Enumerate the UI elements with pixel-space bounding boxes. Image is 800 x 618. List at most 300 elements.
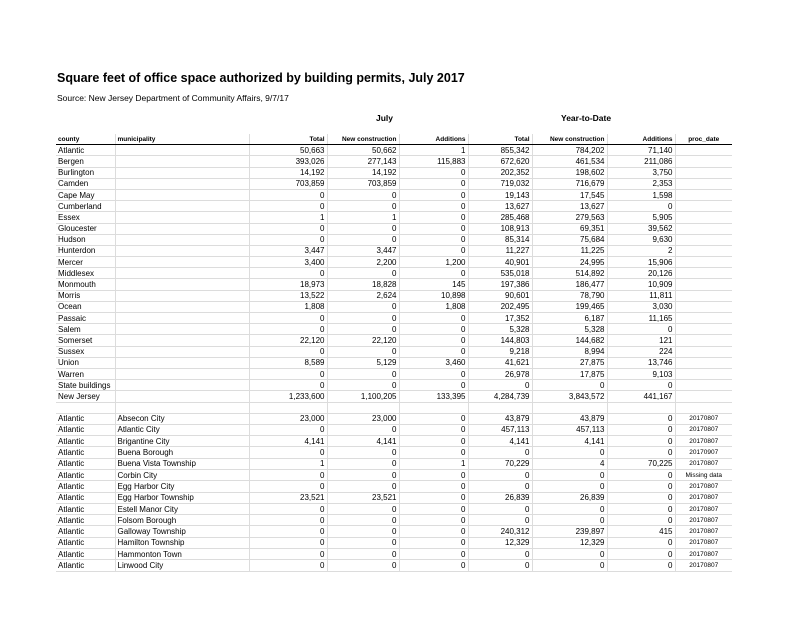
july-additions-cell: 0 [399,469,468,480]
table-row [56,436,732,447]
ytd-additions-cell: 0 [607,436,675,447]
ytd-total-cell: 0 [468,447,532,458]
july-additions-cell: 10,898 [399,290,468,301]
ytd-additions-cell: 0 [607,492,675,503]
table-row [56,313,732,324]
ytd-total-cell: 12,329 [468,537,532,548]
county-cell: Union [56,357,115,368]
ytd-additions-cell: 0 [607,380,675,391]
ytd-new-cell: 0 [532,560,607,571]
july-total-cell: 23,000 [249,413,327,424]
county-cell: Morris [56,290,115,301]
july-new-cell: 0 [327,481,399,492]
july-additions-cell: 0 [399,223,468,234]
table-row [56,357,732,368]
county-cell: Atlantic [56,492,115,503]
county-cell: Atlantic [56,424,115,435]
municipality-cell: Absecon City [115,413,249,424]
ytd-additions-cell: 2 [607,245,675,256]
county-cell: Burlington [56,167,115,178]
proc-date-cell: 20170807 [675,458,732,469]
county-cell: Monmouth [56,279,115,290]
permits-table [56,134,732,572]
july-total-cell: 0 [249,549,327,560]
july-new-cell: 0 [327,324,399,335]
proc-date-cell: 20170807 [675,526,732,537]
municipality-cell [115,156,249,167]
july-total-cell: 393,026 [249,156,327,167]
table-row [56,335,732,346]
proc-date-cell [675,223,732,234]
july-additions-cell: 0 [399,526,468,537]
ytd-additions-cell: 10,909 [607,279,675,290]
july-additions-cell: 1,808 [399,301,468,312]
proc-date-cell [675,156,732,167]
july-additions-cell: 0 [399,481,468,492]
empty-cell [675,402,732,413]
july-new-cell: 1 [327,212,399,223]
county-cell: Hunterdon [56,245,115,256]
july-new-cell: 0 [327,424,399,435]
municipality-cell [115,391,249,402]
ytd-total-cell: 0 [468,469,532,480]
july-additions-cell: 0 [399,167,468,178]
ytd-total-cell: 535,018 [468,268,532,279]
july-new-cell: 2,200 [327,257,399,268]
ytd-new-cell: 27,875 [532,357,607,368]
ytd-new-cell: 4,141 [532,436,607,447]
empty-cell [249,402,327,413]
july-new-cell: 0 [327,560,399,571]
ytd-additions-cell: 211,086 [607,156,675,167]
proc-date-cell [675,145,732,156]
col-ytd-total: Total [468,134,532,145]
col-ytd-additions: Additions [607,134,675,145]
municipality-cell [115,368,249,379]
table-row [56,413,732,424]
ytd-new-cell: 6,187 [532,313,607,324]
municipality-cell [115,257,249,268]
municipality-cell [115,268,249,279]
ytd-additions-cell: 15,906 [607,257,675,268]
municipality-cell: Linwood City [115,560,249,571]
ytd-total-cell: 26,978 [468,368,532,379]
july-new-cell: 0 [327,458,399,469]
county-cell: Somerset [56,335,115,346]
ytd-additions-cell: 11,165 [607,313,675,324]
table-row [56,391,732,402]
july-total-cell: 0 [249,324,327,335]
proc-date-cell [675,189,732,200]
municipality-cell: Hamilton Township [115,537,249,548]
table-row [56,301,732,312]
july-total-cell: 0 [249,201,327,212]
proc-date-cell [675,212,732,223]
july-new-cell: 0 [327,234,399,245]
county-cell: Bergen [56,156,115,167]
table-row [56,156,732,167]
ytd-new-cell: 514,892 [532,268,607,279]
july-additions-cell: 0 [399,380,468,391]
proc-date-cell [675,245,732,256]
spacer-row [56,402,732,413]
july-new-cell: 23,521 [327,492,399,503]
ytd-new-cell: 0 [532,515,607,526]
july-new-cell: 0 [327,526,399,537]
july-additions-cell: 0 [399,212,468,223]
ytd-total-cell: 19,143 [468,189,532,200]
municipality-cell [115,346,249,357]
ytd-additions-cell: 0 [607,424,675,435]
ytd-total-cell: 240,312 [468,526,532,537]
proc-date-cell: 20170807 [675,481,732,492]
july-total-cell: 13,522 [249,290,327,301]
municipality-cell [115,145,249,156]
july-new-cell: 0 [327,447,399,458]
july-new-cell: 0 [327,515,399,526]
ytd-total-cell: 90,601 [468,290,532,301]
county-cell: Gloucester [56,223,115,234]
ytd-new-cell: 199,465 [532,301,607,312]
municipality-cell [115,212,249,223]
county-cell: Atlantic [56,469,115,480]
ytd-total-cell: 144,803 [468,335,532,346]
ytd-additions-cell: 11,811 [607,290,675,301]
july-new-cell: 0 [327,368,399,379]
july-additions-cell: 1,200 [399,257,468,268]
ytd-additions-cell: 0 [607,324,675,335]
ytd-total-cell: 108,913 [468,223,532,234]
ytd-new-cell: 716,679 [532,178,607,189]
ytd-new-cell: 198,602 [532,167,607,178]
proc-date-cell [675,357,732,368]
july-additions-cell: 0 [399,413,468,424]
col-july-new-construction: New construction [327,134,399,145]
july-new-cell: 14,192 [327,167,399,178]
county-cell: Atlantic [56,436,115,447]
july-new-cell: 703,859 [327,178,399,189]
municipality-cell: Brigantine City [115,436,249,447]
ytd-additions-cell: 39,562 [607,223,675,234]
ytd-additions-cell: 3,030 [607,301,675,312]
municipality-cell [115,279,249,290]
ytd-new-cell: 3,843,572 [532,391,607,402]
july-new-cell: 0 [327,537,399,548]
ytd-new-cell: 69,351 [532,223,607,234]
july-total-cell: 8,589 [249,357,327,368]
proc-date-cell: 20170807 [675,413,732,424]
ytd-total-cell: 672,620 [468,156,532,167]
table-row [56,290,732,301]
proc-date-cell [675,346,732,357]
table-row [56,223,732,234]
july-additions-cell: 0 [399,537,468,548]
ytd-new-cell: 13,627 [532,201,607,212]
ytd-additions-cell: 0 [607,549,675,560]
proc-date-cell [675,368,732,379]
county-cell: Cumberland [56,201,115,212]
ytd-new-cell: 457,113 [532,424,607,435]
municipality-cell [115,245,249,256]
table-row [56,212,732,223]
july-total-cell: 0 [249,189,327,200]
ytd-total-cell: 41,621 [468,357,532,368]
table-row [56,469,732,480]
july-additions-cell: 1 [399,458,468,469]
county-cell: Atlantic [56,481,115,492]
ytd-additions-cell: 0 [607,469,675,480]
county-cell: Atlantic [56,560,115,571]
ytd-additions-cell: 0 [607,537,675,548]
ytd-total-cell: 43,879 [468,413,532,424]
ytd-total-cell: 202,352 [468,167,532,178]
july-new-cell: 0 [327,201,399,212]
proc-date-cell: 20170807 [675,424,732,435]
county-cell: New Jersey [56,391,115,402]
july-additions-cell: 0 [399,447,468,458]
ytd-new-cell: 784,202 [532,145,607,156]
ytd-new-cell: 0 [532,380,607,391]
july-additions-cell: 0 [399,560,468,571]
ytd-new-cell: 4 [532,458,607,469]
table-row [56,424,732,435]
proc-date-cell: 20170807 [675,492,732,503]
july-additions-cell: 0 [399,268,468,279]
ytd-additions-cell: 121 [607,335,675,346]
ytd-new-cell: 0 [532,447,607,458]
july-total-cell: 0 [249,223,327,234]
ytd-additions-cell: 13,746 [607,357,675,368]
municipality-cell: Folsom Borough [115,515,249,526]
ytd-total-cell: 457,113 [468,424,532,435]
ytd-additions-cell: 0 [607,503,675,514]
july-total-cell: 3,447 [249,245,327,256]
municipality-cell [115,357,249,368]
ytd-new-cell: 26,839 [532,492,607,503]
ytd-additions-cell: 5,905 [607,212,675,223]
municipality-cell [115,313,249,324]
ytd-additions-cell: 0 [607,201,675,212]
municipality-cell [115,223,249,234]
municipality-cell: Buena Borough [115,447,249,458]
proc-date-cell: 20170807 [675,549,732,560]
table-row [56,257,732,268]
july-total-cell: 703,859 [249,178,327,189]
table-row [56,481,732,492]
ytd-additions-cell: 70,225 [607,458,675,469]
table-row [56,515,732,526]
ytd-additions-cell: 9,103 [607,368,675,379]
ytd-total-cell: 0 [468,549,532,560]
ytd-total-cell: 26,839 [468,492,532,503]
july-new-cell: 1,100,205 [327,391,399,402]
ytd-total-cell: 17,352 [468,313,532,324]
july-total-cell: 0 [249,560,327,571]
municipality-cell: Hammonton Town [115,549,249,560]
table-row [56,560,732,571]
ytd-additions-cell: 441,167 [607,391,675,402]
empty-cell [607,402,675,413]
table-row [56,537,732,548]
proc-date-cell [675,234,732,245]
ytd-total-cell: 85,314 [468,234,532,245]
proc-date-cell [675,290,732,301]
july-new-cell: 4,141 [327,436,399,447]
ytd-total-cell: 0 [468,560,532,571]
july-new-cell: 0 [327,346,399,357]
july-additions-cell: 0 [399,234,468,245]
county-cell: Atlantic [56,458,115,469]
county-cell: Camden [56,178,115,189]
july-additions-cell: 115,883 [399,156,468,167]
ytd-total-cell: 0 [468,515,532,526]
july-total-cell: 0 [249,346,327,357]
table-row [56,189,732,200]
county-cell: Middlesex [56,268,115,279]
ytd-total-cell: 855,342 [468,145,532,156]
ytd-total-cell: 5,328 [468,324,532,335]
table-row [56,492,732,503]
july-new-cell: 3,447 [327,245,399,256]
municipality-cell [115,290,249,301]
july-total-cell: 1,808 [249,301,327,312]
july-new-cell: 23,000 [327,413,399,424]
table-row [56,245,732,256]
july-total-cell: 0 [249,503,327,514]
ytd-new-cell: 43,879 [532,413,607,424]
county-cell: Essex [56,212,115,223]
ytd-new-cell: 0 [532,469,607,480]
ytd-new-cell: 144,682 [532,335,607,346]
july-total-cell: 0 [249,537,327,548]
ytd-new-cell: 75,684 [532,234,607,245]
july-total-cell: 0 [249,380,327,391]
proc-date-cell: 20170807 [675,436,732,447]
county-cell: Atlantic [56,549,115,560]
proc-date-cell [675,167,732,178]
municipality-cell [115,380,249,391]
july-total-cell: 0 [249,447,327,458]
empty-cell [399,402,468,413]
table-row [56,167,732,178]
table-row [56,268,732,279]
july-additions-cell: 0 [399,368,468,379]
july-additions-cell: 0 [399,424,468,435]
proc-date-cell [675,301,732,312]
county-cell: Salem [56,324,115,335]
ytd-additions-cell: 9,630 [607,234,675,245]
table-row [56,458,732,469]
proc-date-cell [675,279,732,290]
table-row [56,145,732,156]
ytd-total-cell: 4,284,739 [468,391,532,402]
municipality-cell [115,234,249,245]
municipality-cell [115,324,249,335]
july-additions-cell: 133,395 [399,391,468,402]
july-additions-cell: 0 [399,324,468,335]
july-total-cell: 0 [249,368,327,379]
municipality-cell [115,189,249,200]
ytd-total-cell: 4,141 [468,436,532,447]
july-total-cell: 0 [249,481,327,492]
report-title: Square feet of office space authorized by building permits, July 2017 [57,71,465,85]
ytd-total-cell: 0 [468,503,532,514]
ytd-additions-cell: 224 [607,346,675,357]
ytd-new-cell: 186,477 [532,279,607,290]
july-total-cell: 0 [249,313,327,324]
proc-date-cell [675,178,732,189]
ytd-additions-cell: 3,750 [607,167,675,178]
county-cell: Atlantic [56,526,115,537]
proc-date-cell [675,268,732,279]
municipality-cell: Egg Harbor City [115,481,249,492]
july-total-cell: 1,233,600 [249,391,327,402]
empty-cell [468,402,532,413]
proc-date-cell [675,324,732,335]
col-july-total: Total [249,134,327,145]
proc-date-cell: 20170807 [675,515,732,526]
july-total-cell: 1 [249,212,327,223]
ytd-new-cell: 11,225 [532,245,607,256]
column-header-row [56,134,732,145]
july-additions-cell: 0 [399,346,468,357]
empty-cell [115,402,249,413]
ytd-new-cell: 17,875 [532,368,607,379]
table-row [56,549,732,560]
ytd-total-cell: 0 [468,481,532,492]
municipality-cell [115,335,249,346]
col-proc-date: proc_date [675,134,732,145]
july-additions-cell: 0 [399,503,468,514]
table-row [56,346,732,357]
july-additions-cell: 3,460 [399,357,468,368]
col-municipality: municipality [115,134,249,145]
municipality-cell: Buena Vista Township [115,458,249,469]
july-total-cell: 0 [249,526,327,537]
july-new-cell: 0 [327,268,399,279]
ytd-new-cell: 0 [532,481,607,492]
empty-cell [327,402,399,413]
county-cell: Atlantic [56,413,115,424]
table-row [56,324,732,335]
table-row [56,526,732,537]
county-cell: Warren [56,368,115,379]
ytd-total-cell: 11,227 [468,245,532,256]
july-new-cell: 0 [327,313,399,324]
county-cell: Atlantic [56,515,115,526]
municipality-cell [115,301,249,312]
table-row [56,447,732,458]
july-new-cell: 0 [327,549,399,560]
ytd-new-cell: 17,545 [532,189,607,200]
july-total-cell: 22,120 [249,335,327,346]
ytd-new-cell: 5,328 [532,324,607,335]
ytd-new-cell: 0 [532,503,607,514]
county-cell: Atlantic [56,503,115,514]
july-new-cell: 0 [327,301,399,312]
empty-cell [532,402,607,413]
july-group-header: July [376,113,394,123]
proc-date-cell [675,201,732,212]
ytd-additions-cell: 0 [607,515,675,526]
ytd-additions-cell: 20,126 [607,268,675,279]
county-cell: Ocean [56,301,115,312]
ytd-total-cell: 40,901 [468,257,532,268]
municipality-cell: Galloway Township [115,526,249,537]
july-total-cell: 18,973 [249,279,327,290]
proc-date-cell: Missing data [675,469,732,480]
table-row [56,368,732,379]
